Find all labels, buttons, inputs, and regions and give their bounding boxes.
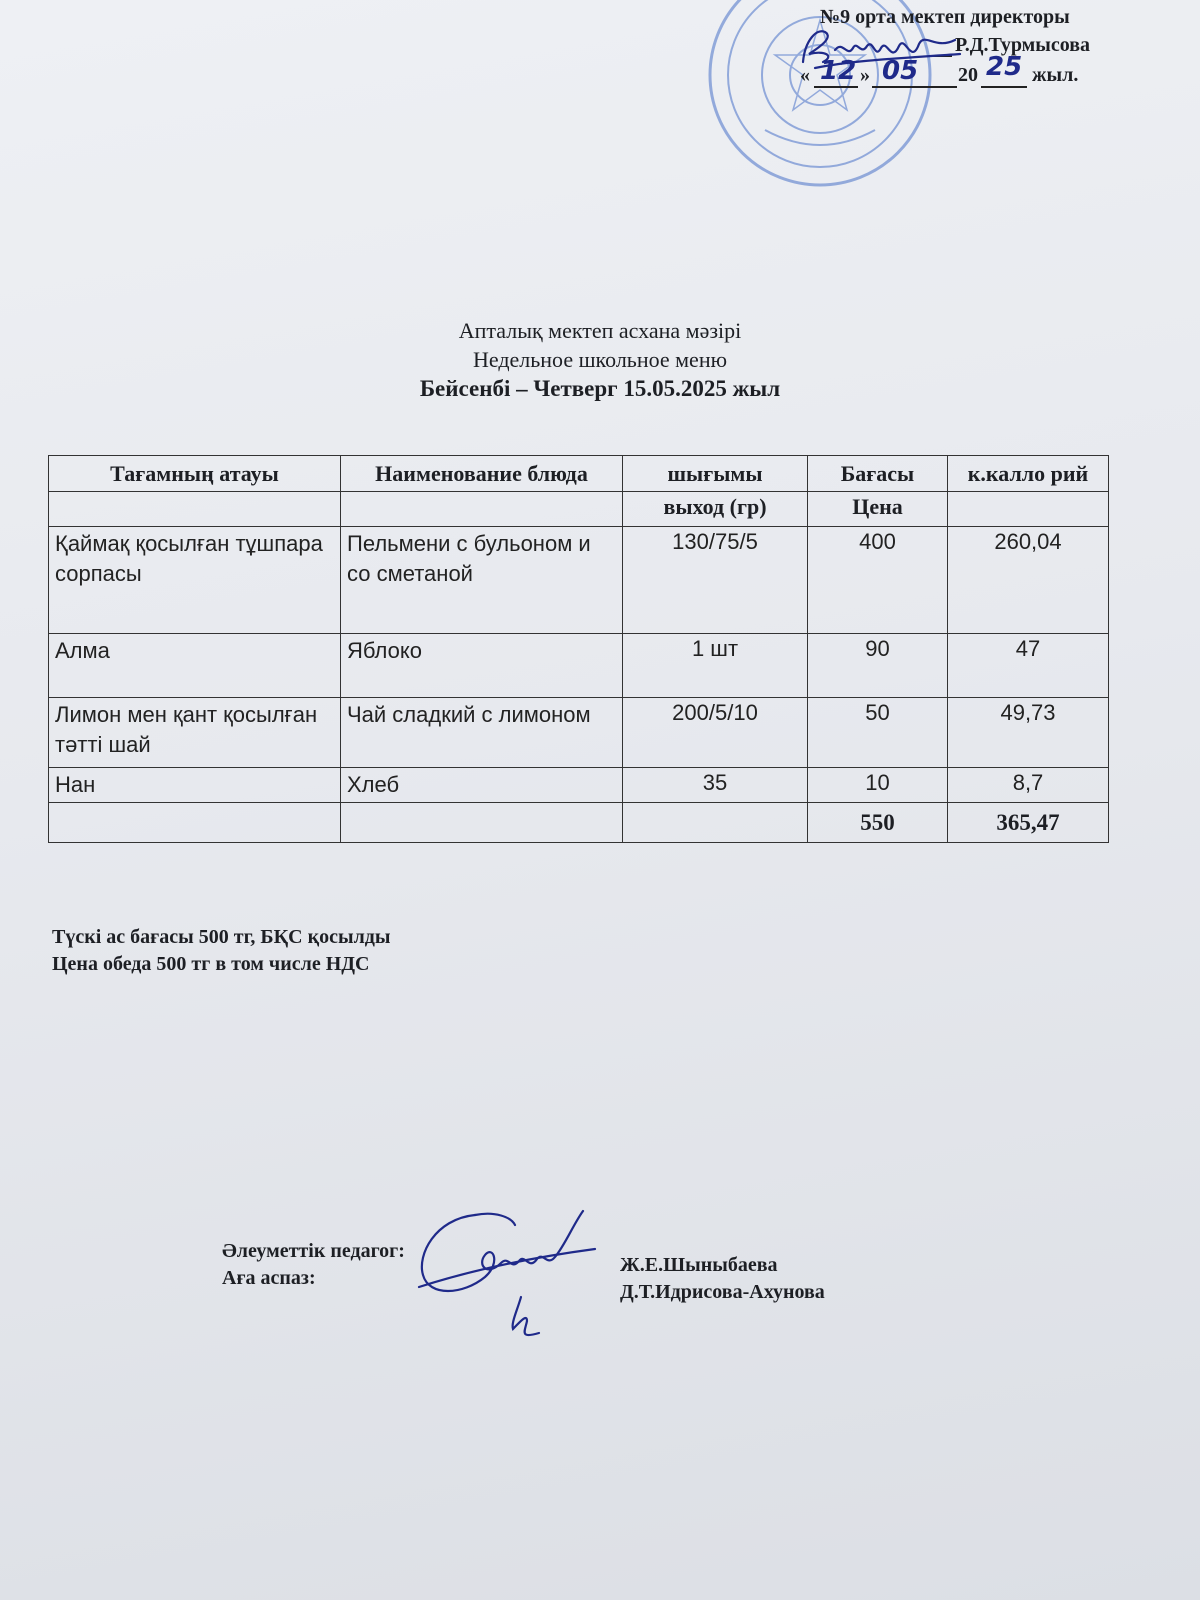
header-output: шығымы: [623, 456, 808, 492]
subheader-cell: [49, 492, 341, 527]
header-name-ru: Наименование блюда: [341, 456, 623, 492]
signature-names: [620, 1252, 825, 1306]
subheader-cell: [948, 492, 1109, 527]
dish-name-kz: Алма: [49, 634, 341, 698]
empty-cell: [623, 803, 808, 843]
year-suffix: 25: [986, 52, 1023, 82]
director-signature-icon: [795, 10, 970, 80]
day-underline: [814, 86, 858, 88]
dish-output: 1 шт: [623, 634, 808, 698]
dish-output: 130/75/5: [623, 527, 808, 634]
dish-price: 10: [808, 768, 948, 803]
dish-name-kz: Қаймақ қосылған тұшпара сорпасы: [49, 527, 341, 634]
title-block: [0, 316, 1200, 403]
total-kcal: 365,47: [948, 803, 1109, 843]
role-social-pedagogue: Әлеуметтік педагог:: [222, 1240, 405, 1262]
price-note: [52, 924, 391, 978]
year-underline: [981, 86, 1027, 88]
year-prefix: 20: [958, 64, 978, 86]
menu-table: [48, 455, 1109, 843]
dish-price: 400: [808, 527, 948, 634]
dish-kcal: 260,04: [948, 527, 1109, 634]
dish-name-kz: Нан: [49, 768, 341, 803]
dish-name-ru: Чай сладкий с лимоном: [341, 698, 623, 768]
empty-cell: [49, 803, 341, 843]
subheader-price: Цена: [808, 492, 948, 527]
month-underline: [872, 86, 957, 88]
dish-price: 50: [808, 698, 948, 768]
dish-output: 35: [623, 768, 808, 803]
total-price: 550: [808, 803, 948, 843]
name-head-cook: Д.Т.Идрисова-Ахунова: [620, 1281, 825, 1303]
dish-kcal: 49,73: [948, 698, 1109, 768]
totals-row: [49, 803, 1109, 843]
dish-output: 200/5/10: [623, 698, 808, 768]
title-ru: Недельное школьное меню: [472, 347, 728, 372]
header-price: Бағасы: [808, 456, 948, 492]
price-note-ru: Цена обеда 500 тг в том числе НДС: [52, 953, 370, 975]
title-kz: Апталық мектеп асхана мәзірі: [458, 318, 742, 343]
dish-name-ru: Пельмени с бульоном и со сметаной: [341, 527, 623, 634]
subheader-cell: [341, 492, 623, 527]
table-row: [49, 768, 1109, 803]
date-open-quote: «: [800, 64, 810, 86]
role-head-cook: Аға аспаз:: [222, 1267, 316, 1289]
header-kcal: к.калло рий: [948, 456, 1109, 492]
table-row: [49, 634, 1109, 698]
dish-kcal: 47: [948, 634, 1109, 698]
date-month: 05: [882, 56, 919, 86]
table-row: [49, 698, 1109, 768]
name-social-pedagogue: Ж.Е.Шыныбаева: [620, 1254, 778, 1276]
director-name: Р.Д.Турмысова: [955, 34, 1091, 56]
date-close-quote: »: [860, 64, 870, 86]
price-note-kz: Түскі ас бағасы 500 тг, БҚС қосылды: [52, 926, 391, 948]
signature-roles: [222, 1238, 405, 1292]
dish-name-ru: Яблоко: [341, 634, 623, 698]
table-row: [49, 527, 1109, 634]
dish-kcal: 8,7: [948, 768, 1109, 803]
dish-name-kz: Лимон мен қант қосылған тәтті шай: [49, 698, 341, 768]
header-row: [49, 456, 1109, 492]
approval-title: №9 орта мектеп директоры: [820, 6, 1070, 28]
year-word: жыл.: [1032, 64, 1079, 86]
date-day: 12: [820, 56, 857, 86]
empty-cell: [341, 803, 623, 843]
handwritten-signature-icon: [415, 1205, 600, 1345]
subheader-row: [49, 492, 1109, 527]
title-day: Бейсенбі – Четверг 15.05.2025 жыл: [419, 376, 781, 401]
dish-price: 90: [808, 634, 948, 698]
subheader-output: выход (гр): [623, 492, 808, 527]
header-name-kz: Тағамның атауы: [49, 456, 341, 492]
dish-name-ru: Хлеб: [341, 768, 623, 803]
